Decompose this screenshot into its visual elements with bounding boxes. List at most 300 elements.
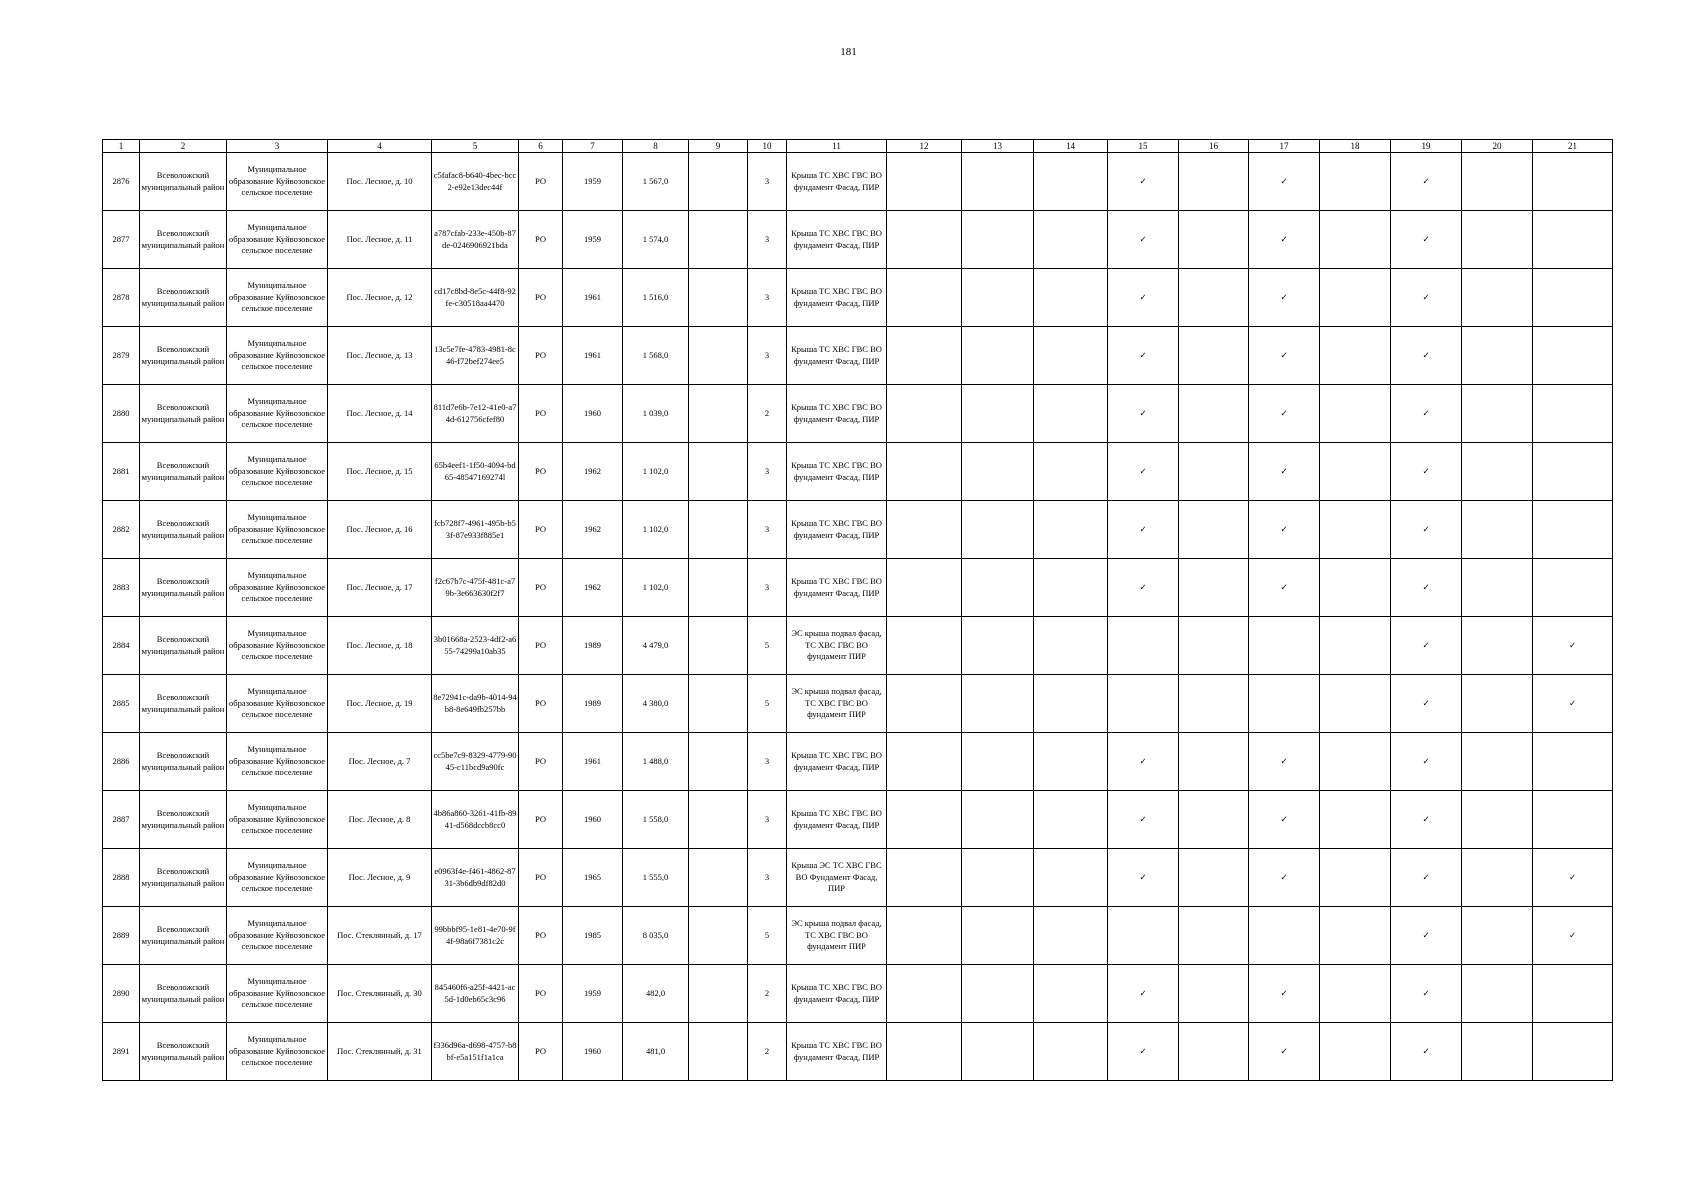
col13-cell — [962, 501, 1034, 559]
year-cell: 1989 — [563, 675, 623, 733]
col9-cell — [689, 617, 748, 675]
col12-cell — [887, 559, 962, 617]
settlement-cell: Муниципальное образование Куйвозовское сельское поселение — [227, 385, 328, 443]
works-cell: Крыша ТС ХВС ГВС ВО фундамент Фасад, ПИР — [787, 385, 887, 443]
page-number: 181 — [840, 46, 857, 58]
col16-cell — [1179, 153, 1249, 211]
type-cell: РО — [519, 733, 563, 791]
col20-cell — [1462, 907, 1533, 965]
floors-cell: 3 — [748, 327, 787, 385]
col13-cell — [962, 559, 1034, 617]
col13-cell — [962, 617, 1034, 675]
col16-cell — [1179, 849, 1249, 907]
address-cell: Пос. Лесное, д. 11 — [328, 211, 432, 269]
col14-cell — [1034, 559, 1108, 617]
district-cell: Всеволожский муниципальный район — [140, 211, 227, 269]
col13-cell — [962, 269, 1034, 327]
col15-cell: ✓ — [1108, 211, 1179, 269]
col17-cell: ✓ — [1249, 791, 1320, 849]
col20-cell — [1462, 617, 1533, 675]
col17-cell: ✓ — [1249, 385, 1320, 443]
col15-cell: ✓ — [1108, 1023, 1179, 1081]
col18-cell — [1320, 733, 1391, 791]
floors-cell: 2 — [748, 1023, 787, 1081]
col14-cell — [1034, 733, 1108, 791]
row-number: 2877 — [103, 211, 140, 269]
col21-cell — [1533, 791, 1613, 849]
district-cell: Всеволожский муниципальный район — [140, 559, 227, 617]
table-row — [103, 1023, 1613, 1081]
col15-cell: ✓ — [1108, 327, 1179, 385]
fias-code-cell: cd17c8bd-8e5c-44f8-92fe-c30518aa4470 — [432, 269, 519, 327]
col19-cell: ✓ — [1391, 791, 1462, 849]
row-number: 2886 — [103, 733, 140, 791]
area-cell: 8 035,0 — [623, 907, 689, 965]
column-number-18: 18 — [1320, 140, 1391, 153]
col14-cell — [1034, 1023, 1108, 1081]
col19-cell: ✓ — [1391, 1023, 1462, 1081]
column-number-7: 7 — [563, 140, 623, 153]
col15-cell: ✓ — [1108, 733, 1179, 791]
floors-cell: 2 — [748, 965, 787, 1023]
settlement-cell: Муниципальное образование Куйвозовское сельское поселение — [227, 153, 328, 211]
col15-cell: ✓ — [1108, 791, 1179, 849]
floors-cell: 2 — [748, 385, 787, 443]
col15-cell — [1108, 907, 1179, 965]
floors-cell: 3 — [748, 443, 787, 501]
fias-code-cell: 811d7e6b-7e12-41e0-a74d-612756cfef80 — [432, 385, 519, 443]
fias-code-cell: 845460f6-a25f-4421-ac5d-1d0eb65c3c96 — [432, 965, 519, 1023]
col15-cell: ✓ — [1108, 385, 1179, 443]
year-cell: 1960 — [563, 1023, 623, 1081]
row-number: 2883 — [103, 559, 140, 617]
district-cell: Всеволожский муниципальный район — [140, 443, 227, 501]
col19-cell: ✓ — [1391, 617, 1462, 675]
column-number-6: 6 — [519, 140, 563, 153]
floors-cell: 3 — [748, 501, 787, 559]
fias-code-cell: fcb728f7-4961-495b-b53f-87e933f885e1 — [432, 501, 519, 559]
area-cell: 1 574,0 — [623, 211, 689, 269]
col21-cell — [1533, 733, 1613, 791]
col13-cell — [962, 1023, 1034, 1081]
column-number-19: 19 — [1391, 140, 1462, 153]
col19-cell: ✓ — [1391, 327, 1462, 385]
address-cell: Пос. Лесное, д. 10 — [328, 153, 432, 211]
row-number: 2876 — [103, 153, 140, 211]
col16-cell — [1179, 385, 1249, 443]
col15-cell: ✓ — [1108, 269, 1179, 327]
col21-cell — [1533, 153, 1613, 211]
col17-cell — [1249, 907, 1320, 965]
col18-cell — [1320, 791, 1391, 849]
column-number-2: 2 — [140, 140, 227, 153]
table-row — [103, 675, 1613, 733]
address-cell: Пос. Лесное, д. 7 — [328, 733, 432, 791]
column-number-20: 20 — [1462, 140, 1533, 153]
col9-cell — [689, 211, 748, 269]
works-cell: Крыша ТС ХВС ГВС ВО фундамент Фасад, ПИР — [787, 965, 887, 1023]
address-cell: Пос. Лесное, д. 14 — [328, 385, 432, 443]
col21-cell: ✓ — [1533, 675, 1613, 733]
col18-cell — [1320, 675, 1391, 733]
col12-cell — [887, 965, 962, 1023]
column-number-row — [103, 140, 1613, 153]
year-cell: 1961 — [563, 327, 623, 385]
column-number-21: 21 — [1533, 140, 1613, 153]
row-number: 2882 — [103, 501, 140, 559]
floors-cell: 5 — [748, 675, 787, 733]
table-row — [103, 965, 1613, 1023]
settlement-cell: Муниципальное образование Куйвозовское сельское поселение — [227, 849, 328, 907]
table-row — [103, 617, 1613, 675]
col16-cell — [1179, 559, 1249, 617]
settlement-cell: Муниципальное образование Куйвозовское сельское поселение — [227, 733, 328, 791]
table-row — [103, 385, 1613, 443]
fias-code-cell: 3b01668a-2523-4df2-a655-74299a10ab35 — [432, 617, 519, 675]
district-cell: Всеволожский муниципальный район — [140, 733, 227, 791]
col17-cell — [1249, 617, 1320, 675]
year-cell: 1962 — [563, 559, 623, 617]
column-number-16: 16 — [1179, 140, 1249, 153]
col18-cell — [1320, 211, 1391, 269]
col20-cell — [1462, 559, 1533, 617]
col19-cell: ✓ — [1391, 269, 1462, 327]
table-row — [103, 559, 1613, 617]
col15-cell: ✓ — [1108, 443, 1179, 501]
works-cell: Крыша ЭС ТС ХВС ГВС ВО Фундамент Фасад, ПИР — [787, 849, 887, 907]
col17-cell: ✓ — [1249, 1023, 1320, 1081]
col15-cell: ✓ — [1108, 849, 1179, 907]
col14-cell — [1034, 617, 1108, 675]
row-number: 2889 — [103, 907, 140, 965]
district-cell: Всеволожский муниципальный район — [140, 849, 227, 907]
area-cell: 4 479,0 — [623, 617, 689, 675]
col9-cell — [689, 269, 748, 327]
type-cell: РО — [519, 385, 563, 443]
col14-cell — [1034, 269, 1108, 327]
address-cell: Пос. Лесное, д. 8 — [328, 791, 432, 849]
col17-cell: ✓ — [1249, 153, 1320, 211]
col15-cell: ✓ — [1108, 559, 1179, 617]
col20-cell — [1462, 965, 1533, 1023]
area-cell: 1 102,0 — [623, 443, 689, 501]
col21-cell: ✓ — [1533, 907, 1613, 965]
col16-cell — [1179, 211, 1249, 269]
col9-cell — [689, 791, 748, 849]
housing-register-table — [102, 139, 1613, 1081]
col12-cell — [887, 443, 962, 501]
area-cell: 1 488,0 — [623, 733, 689, 791]
works-cell: Крыша ТС ХВС ГВС ВО фундамент Фасад, ПИР — [787, 153, 887, 211]
table-row — [103, 211, 1613, 269]
col17-cell: ✓ — [1249, 849, 1320, 907]
col21-cell: ✓ — [1533, 617, 1613, 675]
col12-cell — [887, 211, 962, 269]
type-cell: РО — [519, 501, 563, 559]
works-cell: Крыша ТС ХВС ГВС ВО фундамент Фасад, ПИР — [787, 733, 887, 791]
type-cell: РО — [519, 965, 563, 1023]
col16-cell — [1179, 269, 1249, 327]
column-number-15: 15 — [1108, 140, 1179, 153]
col14-cell — [1034, 153, 1108, 211]
col17-cell: ✓ — [1249, 211, 1320, 269]
area-cell: 1 555,0 — [623, 849, 689, 907]
col9-cell — [689, 443, 748, 501]
col14-cell — [1034, 327, 1108, 385]
col17-cell: ✓ — [1249, 733, 1320, 791]
col15-cell: ✓ — [1108, 501, 1179, 559]
col13-cell — [962, 907, 1034, 965]
col19-cell: ✓ — [1391, 211, 1462, 269]
col16-cell — [1179, 675, 1249, 733]
works-cell: Крыша ТС ХВС ГВС ВО фундамент Фасад, ПИР — [787, 1023, 887, 1081]
col14-cell — [1034, 791, 1108, 849]
settlement-cell: Муниципальное образование Куйвозовское сельское поселение — [227, 327, 328, 385]
area-cell: 1 039,0 — [623, 385, 689, 443]
year-cell: 1989 — [563, 617, 623, 675]
col9-cell — [689, 907, 748, 965]
settlement-cell: Муниципальное образование Куйвозовское сельское поселение — [227, 269, 328, 327]
settlement-cell: Муниципальное образование Куйвозовское сельское поселение — [227, 791, 328, 849]
district-cell: Всеволожский муниципальный район — [140, 501, 227, 559]
year-cell: 1960 — [563, 385, 623, 443]
table-row — [103, 443, 1613, 501]
col20-cell — [1462, 385, 1533, 443]
col13-cell — [962, 327, 1034, 385]
district-cell: Всеволожский муниципальный район — [140, 385, 227, 443]
floors-cell: 3 — [748, 791, 787, 849]
settlement-cell: Муниципальное образование Куйвозовское сельское поселение — [227, 211, 328, 269]
area-cell: 482,0 — [623, 965, 689, 1023]
address-cell: Пос. Лесное, д. 15 — [328, 443, 432, 501]
col9-cell — [689, 965, 748, 1023]
col18-cell — [1320, 443, 1391, 501]
col18-cell — [1320, 1023, 1391, 1081]
col15-cell — [1108, 675, 1179, 733]
col9-cell — [689, 153, 748, 211]
column-number-8: 8 — [623, 140, 689, 153]
area-cell: 1 568,0 — [623, 327, 689, 385]
col19-cell: ✓ — [1391, 501, 1462, 559]
col17-cell: ✓ — [1249, 965, 1320, 1023]
address-cell: Пос. Стеклянный, д. 17 — [328, 907, 432, 965]
table-row — [103, 327, 1613, 385]
col20-cell — [1462, 443, 1533, 501]
table-row — [103, 907, 1613, 965]
area-cell: 1 102,0 — [623, 559, 689, 617]
year-cell: 1960 — [563, 791, 623, 849]
floors-cell: 3 — [748, 211, 787, 269]
col18-cell — [1320, 965, 1391, 1023]
row-number: 2878 — [103, 269, 140, 327]
fias-code-cell: c5fafac8-b640-4bec-bcc2-e92e13dec44f — [432, 153, 519, 211]
column-number-3: 3 — [227, 140, 328, 153]
col9-cell — [689, 385, 748, 443]
fias-code-cell: e0963f4e-f461-4862-8731-3b6db9df82d0 — [432, 849, 519, 907]
col16-cell — [1179, 501, 1249, 559]
col21-cell — [1533, 965, 1613, 1023]
col13-cell — [962, 965, 1034, 1023]
district-cell: Всеволожский муниципальный район — [140, 965, 227, 1023]
col20-cell — [1462, 675, 1533, 733]
works-cell: Крыша ТС ХВС ГВС ВО фундамент Фасад, ПИР — [787, 327, 887, 385]
works-cell: ЭС крыша подвал фасад, ТС ХВС ГВС ВО фундамент ПИР — [787, 907, 887, 965]
works-cell: Крыша ТС ХВС ГВС ВО фундамент Фасад, ПИР — [787, 443, 887, 501]
col19-cell: ✓ — [1391, 733, 1462, 791]
floors-cell: 5 — [748, 617, 787, 675]
district-cell: Всеволожский муниципальный район — [140, 907, 227, 965]
fias-code-cell: 99bbbf95-1e81-4e70-9f4f-98a6f7381c2c — [432, 907, 519, 965]
works-cell: ЭС крыша подвал фасад, ТС ХВС ГВС ВО фундамент ПИР — [787, 617, 887, 675]
settlement-cell: Муниципальное образование Куйвозовское сельское поселение — [227, 443, 328, 501]
col9-cell — [689, 733, 748, 791]
col21-cell — [1533, 269, 1613, 327]
floors-cell: 5 — [748, 907, 787, 965]
col16-cell — [1179, 733, 1249, 791]
col21-cell — [1533, 501, 1613, 559]
type-cell: РО — [519, 1023, 563, 1081]
column-number-5: 5 — [432, 140, 519, 153]
col13-cell — [962, 385, 1034, 443]
type-cell: РО — [519, 849, 563, 907]
address-cell: Пос. Лесное, д. 9 — [328, 849, 432, 907]
table-row — [103, 501, 1613, 559]
works-cell: Крыша ТС ХВС ГВС ВО фундамент Фасад, ПИР — [787, 211, 887, 269]
col15-cell: ✓ — [1108, 965, 1179, 1023]
col16-cell — [1179, 1023, 1249, 1081]
col18-cell — [1320, 559, 1391, 617]
column-number-1: 1 — [103, 140, 140, 153]
district-cell: Всеволожский муниципальный район — [140, 675, 227, 733]
works-cell: ЭС крыша подвал фасад, ТС ХВС ГВС ВО фундамент ПИР — [787, 675, 887, 733]
col13-cell — [962, 443, 1034, 501]
column-number-9: 9 — [689, 140, 748, 153]
col20-cell — [1462, 849, 1533, 907]
col16-cell — [1179, 617, 1249, 675]
col19-cell: ✓ — [1391, 443, 1462, 501]
settlement-cell: Муниципальное образование Куйвозовское сельское поселение — [227, 617, 328, 675]
column-number-4: 4 — [328, 140, 432, 153]
col12-cell — [887, 327, 962, 385]
col12-cell — [887, 501, 962, 559]
table-row — [103, 269, 1613, 327]
row-number: 2888 — [103, 849, 140, 907]
col20-cell — [1462, 791, 1533, 849]
table-row — [103, 733, 1613, 791]
col21-cell — [1533, 559, 1613, 617]
col12-cell — [887, 675, 962, 733]
col17-cell: ✓ — [1249, 443, 1320, 501]
col20-cell — [1462, 269, 1533, 327]
table-row — [103, 791, 1613, 849]
fias-code-cell: a787cfab-233e-450b-87de-0246906921bda — [432, 211, 519, 269]
col17-cell: ✓ — [1249, 327, 1320, 385]
year-cell: 1985 — [563, 907, 623, 965]
col13-cell — [962, 153, 1034, 211]
address-cell: Пос. Лесное, д. 12 — [328, 269, 432, 327]
col12-cell — [887, 791, 962, 849]
district-cell: Всеволожский муниципальный район — [140, 791, 227, 849]
col14-cell — [1034, 385, 1108, 443]
row-number: 2880 — [103, 385, 140, 443]
column-number-14: 14 — [1034, 140, 1108, 153]
year-cell: 1962 — [563, 501, 623, 559]
col19-cell: ✓ — [1391, 907, 1462, 965]
row-number: 2879 — [103, 327, 140, 385]
type-cell: РО — [519, 617, 563, 675]
district-cell: Всеволожский муниципальный район — [140, 153, 227, 211]
district-cell: Всеволожский муниципальный район — [140, 269, 227, 327]
col21-cell — [1533, 211, 1613, 269]
type-cell: РО — [519, 269, 563, 327]
col17-cell — [1249, 675, 1320, 733]
col9-cell — [689, 849, 748, 907]
floors-cell: 3 — [748, 153, 787, 211]
year-cell: 1961 — [563, 733, 623, 791]
column-number-10: 10 — [748, 140, 787, 153]
col21-cell — [1533, 443, 1613, 501]
type-cell: РО — [519, 327, 563, 385]
column-number-17: 17 — [1249, 140, 1320, 153]
col16-cell — [1179, 907, 1249, 965]
row-number: 2884 — [103, 617, 140, 675]
col13-cell — [962, 675, 1034, 733]
area-cell: 1 567,0 — [623, 153, 689, 211]
works-cell: Крыша ТС ХВС ГВС ВО фундамент Фасад, ПИР — [787, 791, 887, 849]
settlement-cell: Муниципальное образование Куйвозовское сельское поселение — [227, 559, 328, 617]
col20-cell — [1462, 153, 1533, 211]
col17-cell: ✓ — [1249, 559, 1320, 617]
col14-cell — [1034, 907, 1108, 965]
row-number: 2885 — [103, 675, 140, 733]
area-cell: 1 102,0 — [623, 501, 689, 559]
col20-cell — [1462, 211, 1533, 269]
floors-cell: 3 — [748, 733, 787, 791]
year-cell: 1962 — [563, 443, 623, 501]
col12-cell — [887, 733, 962, 791]
col12-cell — [887, 269, 962, 327]
col9-cell — [689, 559, 748, 617]
col21-cell — [1533, 327, 1613, 385]
col12-cell — [887, 385, 962, 443]
col15-cell: ✓ — [1108, 153, 1179, 211]
fias-code-cell: 8e72941c-da9b-4014-94b8-8e649fb257bb — [432, 675, 519, 733]
column-number-13: 13 — [962, 140, 1034, 153]
col12-cell — [887, 1023, 962, 1081]
col17-cell: ✓ — [1249, 501, 1320, 559]
col12-cell — [887, 617, 962, 675]
fias-code-cell: cc5be7c9-8329-4779-9045-c11bcd9a90fc — [432, 733, 519, 791]
col18-cell — [1320, 849, 1391, 907]
fias-code-cell: f336d96a-d698-4757-b8bf-e5a151f1a1ca — [432, 1023, 519, 1081]
address-cell: Пос. Лесное, д. 16 — [328, 501, 432, 559]
col20-cell — [1462, 733, 1533, 791]
type-cell: РО — [519, 153, 563, 211]
area-cell: 1 558,0 — [623, 791, 689, 849]
col18-cell — [1320, 327, 1391, 385]
works-cell: Крыша ТС ХВС ГВС ВО фундамент Фасад, ПИР — [787, 269, 887, 327]
fias-code-cell: 4b86a860-3261-41fb-8941-d568dccb8cc0 — [432, 791, 519, 849]
col12-cell — [887, 907, 962, 965]
col14-cell — [1034, 211, 1108, 269]
col16-cell — [1179, 791, 1249, 849]
year-cell: 1959 — [563, 211, 623, 269]
col9-cell — [689, 675, 748, 733]
type-cell: РО — [519, 675, 563, 733]
col14-cell — [1034, 443, 1108, 501]
district-cell: Всеволожский муниципальный район — [140, 327, 227, 385]
row-number: 2887 — [103, 791, 140, 849]
